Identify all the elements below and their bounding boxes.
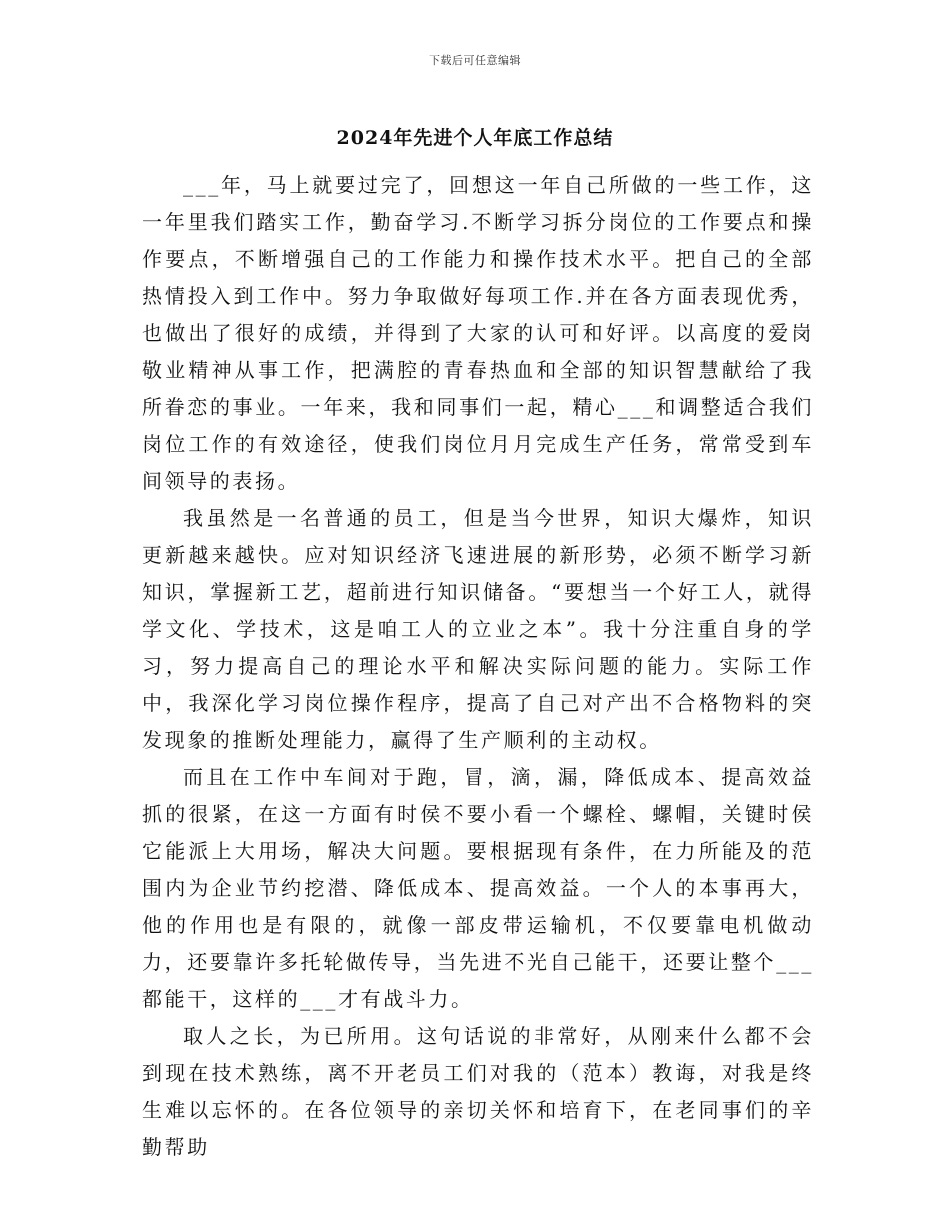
document-title: 2024年先进个人年底工作总结 [336, 127, 614, 149]
paragraph-4: 取人之长，为已所用。这句话说的非常好，从刚来什么都不会到现在技术熟练，离不开老员工们对我的（范本）教诲，对我是终生难以忘怀的。在各位领导的亲切关怀和培育下，在老同事们的辛勤帮助 [142, 1024, 814, 1159]
paragraph-1: ___年，马上就要过完了，回想这一年自己所做的一些工作，这一年里我们踏实工作，勤奋学习.不断学习拆分岗位的工作要点和操作要点，不断增强自己的工作能力和操作技术水平。把自己的全部热情投入到工作中。努力争取做好每项工作.并在各方面表现优秀，也做出了很好的成绩，并得到了大家的认可和好评。以高度的爱岗敬业精神从事工作，把满腔的青春热血和全部的知识智慧献给了我所眷恋的事业。一年来，我和同事们一起，精心___和调整适合我们岗位工作的有效途径，使我们岗位月月完成生产任务，常常受到车间领导的表扬。 [142, 173, 814, 493]
document-body [142, 167, 814, 1166]
header-note: 下载后可任意编辑 [429, 54, 521, 67]
paragraph-2: 我虽然是一名普通的员工，但是当今世界，知识大爆炸，知识更新越来越快。应对知识经济飞速进展的新形势，必须不断学习新知识，掌握新工艺，超前进行知识储备。“要想当一个好工人，就得学文化、学技术，这是咱工人的立业之本”。我十分注重自身的学习，努力提高自己的理论水平和解决实际问题的能力。实际工作中，我深化学习岗位操作程序，提高了自己对产出不合格物料的突发现象的推断处理能力，赢得了生产顺利的主动权。 [142, 506, 814, 752]
paragraph-3: 而且在工作中车间对于跑，冒，滴，漏，降低成本、提高效益抓的很紧，在这一方面有时侯不要小看一个螺栓、螺帽，关键时侯它能派上大用场，解决大问题。要根据现有条件，在力所能及的范围内为企业节约挖潜、降低成本、提高效益。一个人的本事再大，他的作用也是有限的，就像一部皮带运输机，不仅要靠电机做动力，还要靠许多托轮做传导，当先进不光自己能干，还要让整个___都能干，这样的___才有战斗力。 [142, 765, 814, 1011]
